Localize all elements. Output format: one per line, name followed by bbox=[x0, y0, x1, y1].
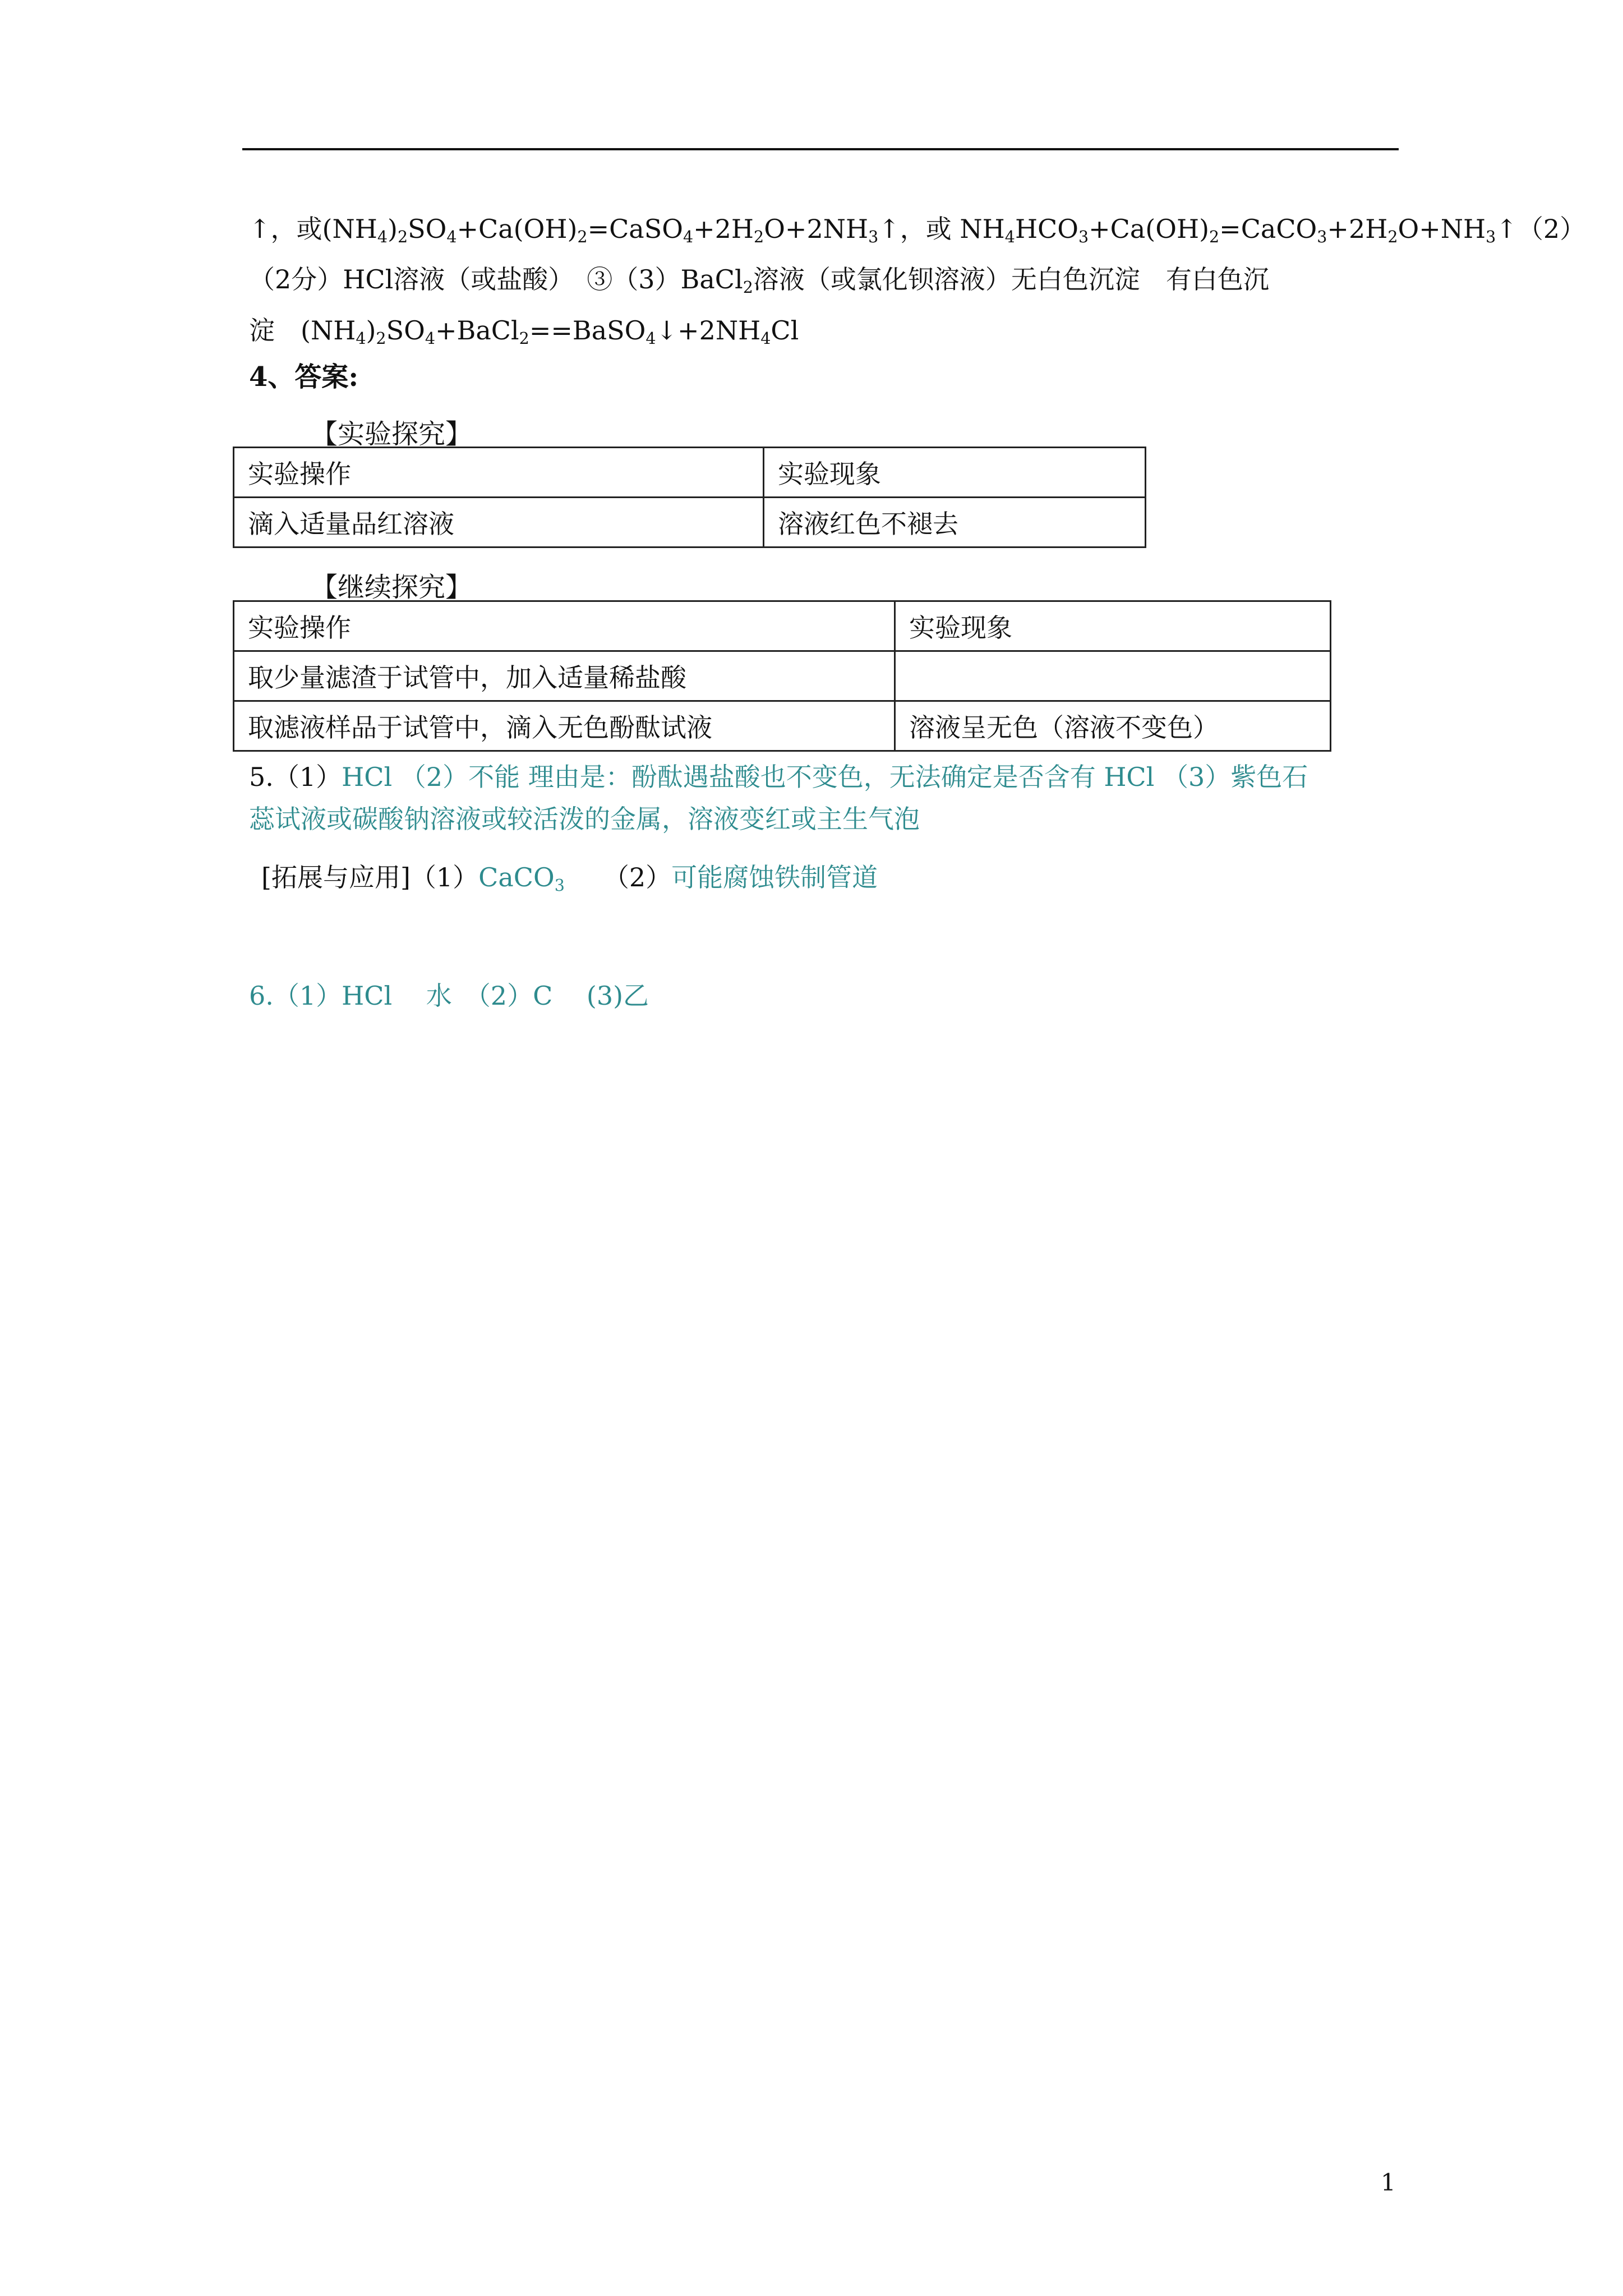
header-rule bbox=[242, 148, 1399, 150]
page-number: 1 bbox=[1381, 2169, 1396, 2196]
answer-line-3: 淀 $(NH_4)_2SO_4+BaCl_2==BaSO_4↓+2NH_4Cl$ bbox=[249, 315, 799, 348]
answer-line-2: （2分）HCl溶液（或盐酸） ③（3）BaCl$_2$溶液（或氯化钡溶液）无白色沉淀 有白色沉 bbox=[249, 264, 1269, 297]
table-cell: 取滤液样品于试管中，滴入无色酚酞试液 bbox=[234, 701, 895, 751]
answer-line-1: ↑，或$(NH_4)_2SO_4+Ca(OH)_2=CaSO_4+2H_2O+2NH_3↑$，或 $NH_4HCO_3+Ca(OH)_2=CaCO_3+2H_2O+NH_3↑(2)$ bbox=[249, 214, 1586, 246]
answer-5-line-1: 5.（1）HCl （2）不能 理由是：酚酞遇盐酸也不变色，无法确定是否含有 HCl （3）紫色石 bbox=[249, 762, 1308, 792]
table-cell: 实验操作 bbox=[234, 448, 764, 498]
table-cell: 溶液呈无色（溶液不变色） bbox=[895, 701, 1331, 751]
table-row bbox=[234, 701, 1331, 751]
table-header-row bbox=[234, 448, 1146, 498]
table-cell: 溶液红色不褪去 bbox=[764, 498, 1146, 547]
answer-5-line-2: 蕊试液或碳酸钠溶液或较活泼的金属，溶液变红或主生气泡 bbox=[249, 804, 920, 834]
table-cell: 实验操作 bbox=[234, 601, 895, 651]
table-cell: 取少量滤渣于试管中，加入适量稀盐酸 bbox=[234, 651, 895, 701]
table-row bbox=[234, 498, 1146, 547]
experiment-table bbox=[233, 447, 1146, 548]
answer-4-label: 4、答案: bbox=[249, 361, 359, 393]
section-title-experiment: 【实验探究】 bbox=[311, 418, 473, 450]
extension-application-answer: [拓展与应用]（1）CaCO$_3$ （2）可能腐蚀铁制管道 bbox=[261, 862, 878, 895]
answer-6: 6.（1）HCl 水 （2）C (3)乙 bbox=[249, 981, 649, 1011]
section-title-continue: 【继续探究】 bbox=[311, 572, 473, 603]
table-row bbox=[234, 651, 1331, 701]
table-header-row bbox=[234, 601, 1331, 651]
table-cell: 实验现象 bbox=[895, 601, 1331, 651]
table-cell: 滴入适量品红溶液 bbox=[234, 498, 764, 547]
table-cell: 实验现象 bbox=[764, 448, 1146, 498]
table-cell bbox=[895, 651, 1331, 701]
continue-experiment-table bbox=[233, 600, 1331, 752]
